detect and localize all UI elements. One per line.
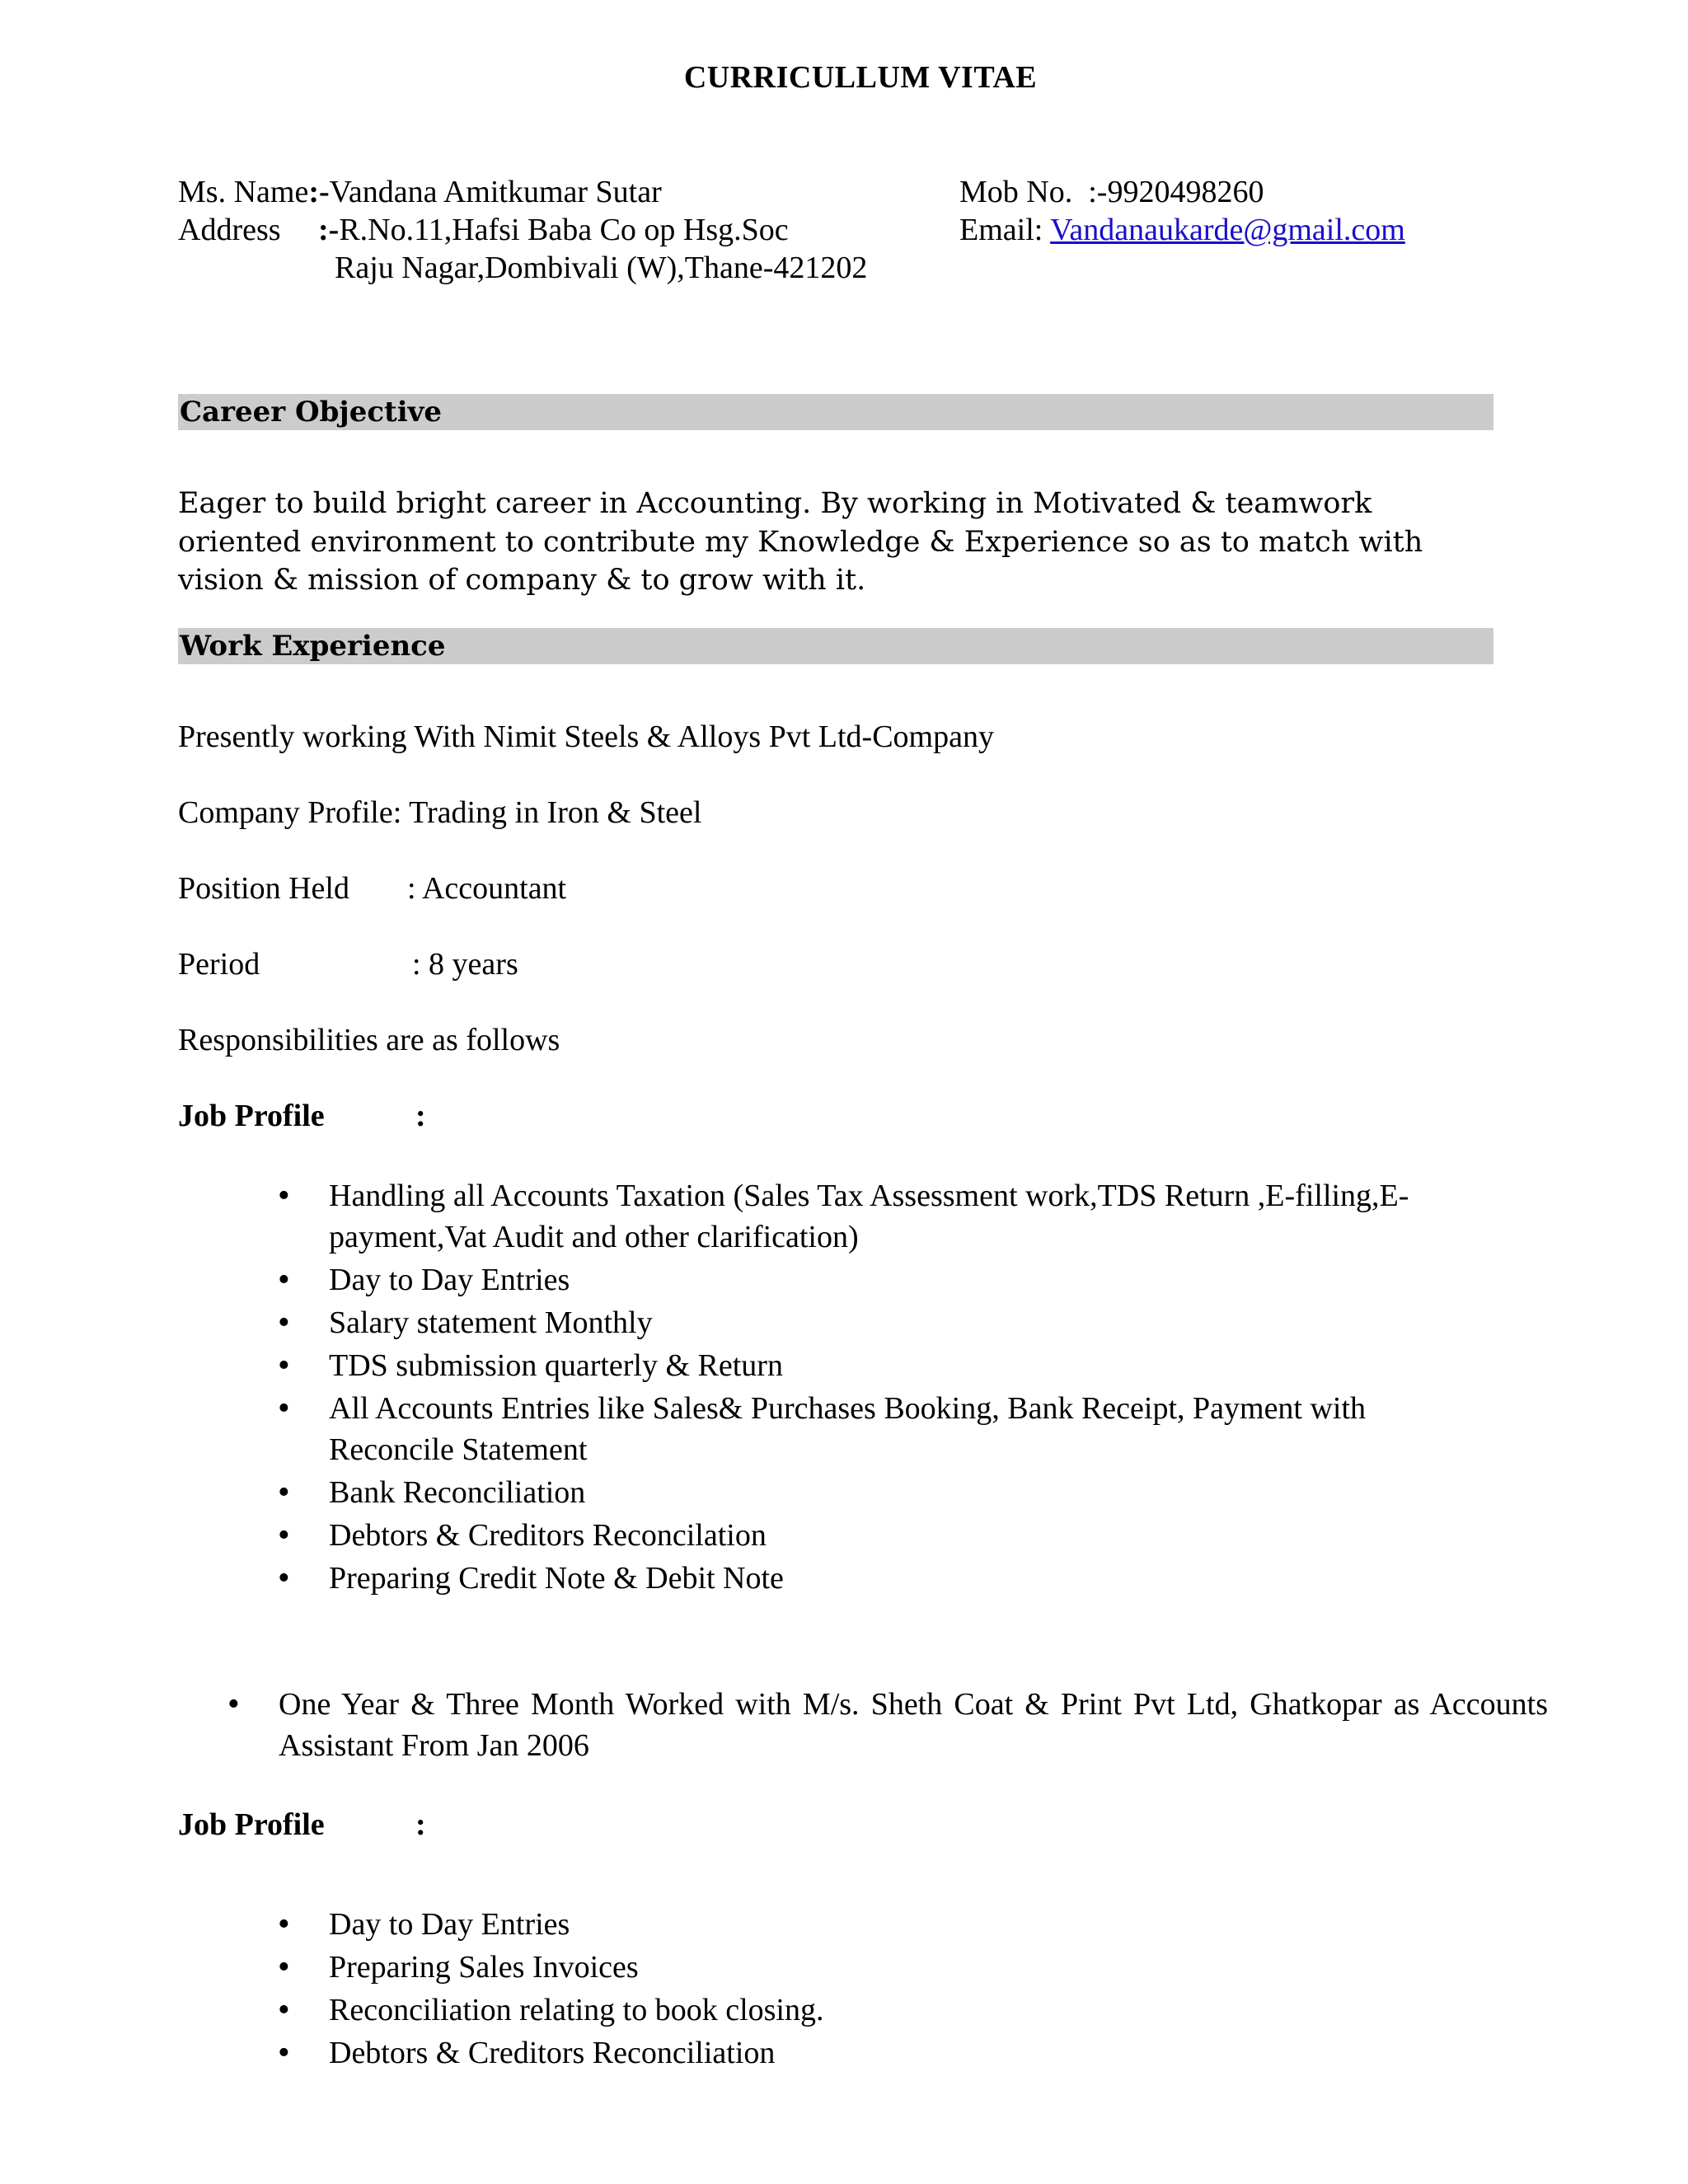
previous-job-text: One Year & Three Month Worked with M/s. Sheth Coat & Print Pvt Ltd, Ghatkopar as Accounts Assistant From Jan 2006 <box>279 1687 1548 1763</box>
email-link[interactable]: Vandanaukarde@gmail.com <box>1050 213 1405 247</box>
mobile-line <box>959 173 1264 211</box>
address-separator: :- <box>318 213 340 247</box>
address-line-2: Raju Nagar,Dombivali (W),Thane-421202 <box>335 251 868 285</box>
current-job: Presently working With Nimit Steels & Alloys Pvt Ltd-Company <box>178 719 994 754</box>
career-objective-text: Eager to build bright career in Accounting. By working in Motivated & teamwork oriented environment to contribute my Knowledge & Experience so as to match with vision & mission of company & to grow with it. <box>178 487 1423 597</box>
job-profile-label: Job Profile <box>178 1099 325 1133</box>
address-label: Address <box>178 213 281 247</box>
list-item: • Day to Day Entries <box>278 1904 1498 1945</box>
position-label: Position Held <box>178 871 349 906</box>
job-profile-2-list <box>278 1904 1498 2075</box>
list-item: • Reconciliation relating to book closing. <box>278 1990 1498 2031</box>
list-item: • Debtors & Creditors Reconcilation <box>278 1515 1498 1556</box>
mobile-value: :-9920498260 <box>1088 175 1264 209</box>
list-item: • All Accounts Entries like Sales& Purchases Booking, Bank Receipt, Payment with Reconcile Statement <box>278 1388 1498 1470</box>
period-label: Period <box>178 947 260 982</box>
list-item: • TDS submission quarterly & Return <box>278 1345 1498 1386</box>
mobile-label: Mob No. <box>959 175 1073 209</box>
list-item: • Preparing Credit Note & Debit Note <box>278 1558 1498 1599</box>
bullet-dot: • <box>227 1685 240 1723</box>
list-item: • Salary statement Monthly <box>278 1302 1498 1343</box>
email-label: Email: <box>959 213 1043 247</box>
list-item: • Bank Reconciliation <box>278 1472 1498 1513</box>
job-profile-2-label: Job Profile <box>178 1807 325 1842</box>
career-objective-header <box>178 394 1493 430</box>
address-line-1 <box>318 211 789 249</box>
name-label: Ms. Name <box>178 175 309 209</box>
list-item: • Preparing Sales Invoices <box>278 1947 1498 1988</box>
responsibilities-intro: Responsibilities are as follows <box>178 1023 560 1057</box>
name-separator: :- <box>308 175 330 209</box>
list-item: • Day to Day Entries <box>278 1259 1498 1301</box>
name-line <box>178 173 662 211</box>
work-experience-header <box>178 628 1493 664</box>
job-profile-2-colon: : <box>415 1807 426 1842</box>
list-item: • Debtors & Creditors Reconciliation <box>278 2032 1498 2074</box>
list-item: • Handling all Accounts Taxation (Sales Tax Assessment work,TDS Return ,E-filling,E-payment,Vat Audit and other clarification) <box>278 1175 1498 1258</box>
company-profile: Company Profile: Trading in Iron & Steel <box>178 795 702 830</box>
work-experience-heading: Work Experience <box>180 630 446 663</box>
previous-job-item <box>227 1684 1548 1766</box>
address-line-1-text: R.No.11,Hafsi Baba Co op Hsg.Soc <box>339 213 789 247</box>
job-profile-list <box>278 1175 1498 1601</box>
career-objective-heading: Career Objective <box>180 396 443 429</box>
job-profile-colon: : <box>415 1099 426 1133</box>
document-title: CURRICULLUM VITAE <box>683 60 1038 95</box>
period-value: : 8 years <box>412 947 518 982</box>
name-value: Vandana Amitkumar Sutar <box>329 175 662 209</box>
position-value: : Accountant <box>407 871 567 906</box>
email-line <box>959 211 1405 249</box>
